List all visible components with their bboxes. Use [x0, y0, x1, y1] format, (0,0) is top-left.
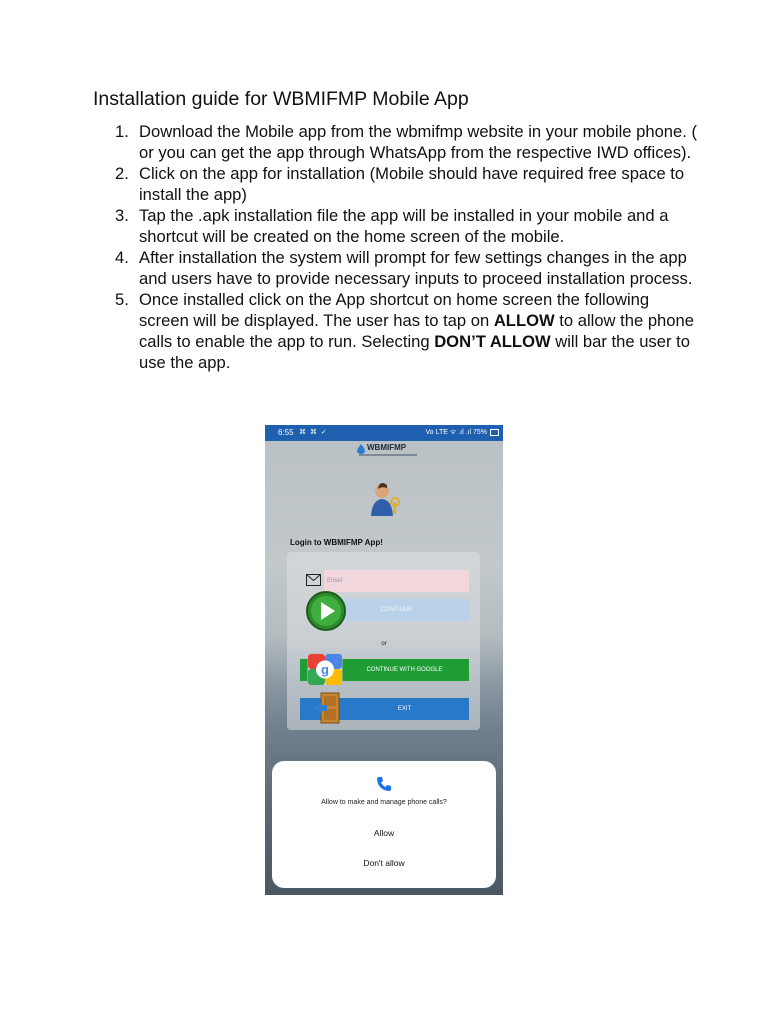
- signal-status: Vo LTE ᯤ .ıl .ıl 75%: [425, 429, 487, 436]
- step-text: Download the Mobile app from the wbmifmp website in your mobile phone. ( or you can get the app through WhatsApp from the respective IWD offices).: [139, 122, 698, 162]
- continue-button[interactable]: CONTINUE: [324, 599, 469, 621]
- app-name: WBMIFMP: [367, 443, 407, 452]
- battery-icon: [490, 429, 499, 436]
- continue-with-google-button[interactable]: CONTINUE WITH GOOGLE: [300, 659, 469, 681]
- document-title: Installation guide for WBMIFMP Mobile App: [93, 88, 469, 110]
- step-number: 1.: [115, 122, 129, 141]
- water-drop-icon: [357, 444, 365, 454]
- allow-keyword: ALLOW: [493, 311, 555, 330]
- svg-text:g: g: [321, 662, 329, 677]
- phone-screenshot: [265, 425, 503, 895]
- status-bar: [265, 425, 503, 441]
- step-text-part: will bar the user to use the app.: [139, 332, 690, 372]
- or-separator: or: [381, 641, 387, 647]
- app-logo: [357, 443, 421, 459]
- logo-tagline: [359, 454, 417, 456]
- step-text: Tap the .apk installation file the app will be installed in your mobile and a shortcut will be created on the home screen of the mobile.: [139, 206, 669, 246]
- dialog-message: Allow to make and manage phone calls?: [321, 799, 447, 806]
- step-5: [100, 289, 700, 373]
- step-2: [100, 163, 700, 205]
- step-number: 3.: [115, 206, 129, 225]
- step-text-part: Once installed click on the App shortcut on home screen the following screen will be displayed. The user has to tap on: [139, 290, 650, 330]
- dont-allow-button[interactable]: Don't allow: [363, 858, 405, 868]
- step-text: Click on the app for installation (Mobile should have required free space to install the app): [139, 164, 685, 204]
- login-title: Login to WBMIFMP App!: [290, 538, 383, 547]
- status-time: 6:55: [278, 428, 294, 437]
- step-text: After installation the system will prompt for few settings changes in the app and users have to provide necessary inputs to proceed installation process.: [139, 248, 693, 288]
- mail-icon: [306, 574, 321, 586]
- phone-icon: [376, 776, 392, 792]
- notification-icons: ⌘ ⌘ ✓: [299, 429, 328, 436]
- step-3: [100, 205, 700, 247]
- email-input[interactable]: Email: [324, 570, 469, 592]
- exit-button[interactable]: EXIT: [300, 698, 469, 720]
- step-number: 5.: [115, 290, 129, 309]
- allow-button[interactable]: Allow: [373, 828, 395, 838]
- google-icon[interactable]: [307, 653, 343, 686]
- installation-steps: [100, 121, 700, 373]
- step-text-part: to allow the phone calls to enable the app to run. Selecting: [139, 311, 694, 351]
- door-icon[interactable]: [311, 691, 343, 725]
- step-number: 4.: [115, 248, 129, 267]
- avatar: [366, 480, 406, 520]
- permission-dialog: [272, 761, 496, 888]
- step-1: [100, 121, 700, 163]
- step-4: [100, 247, 700, 289]
- play-icon[interactable]: [304, 591, 348, 631]
- dont-allow-keyword: DON’T ALLOW: [434, 332, 551, 351]
- step-number: 2.: [115, 164, 129, 183]
